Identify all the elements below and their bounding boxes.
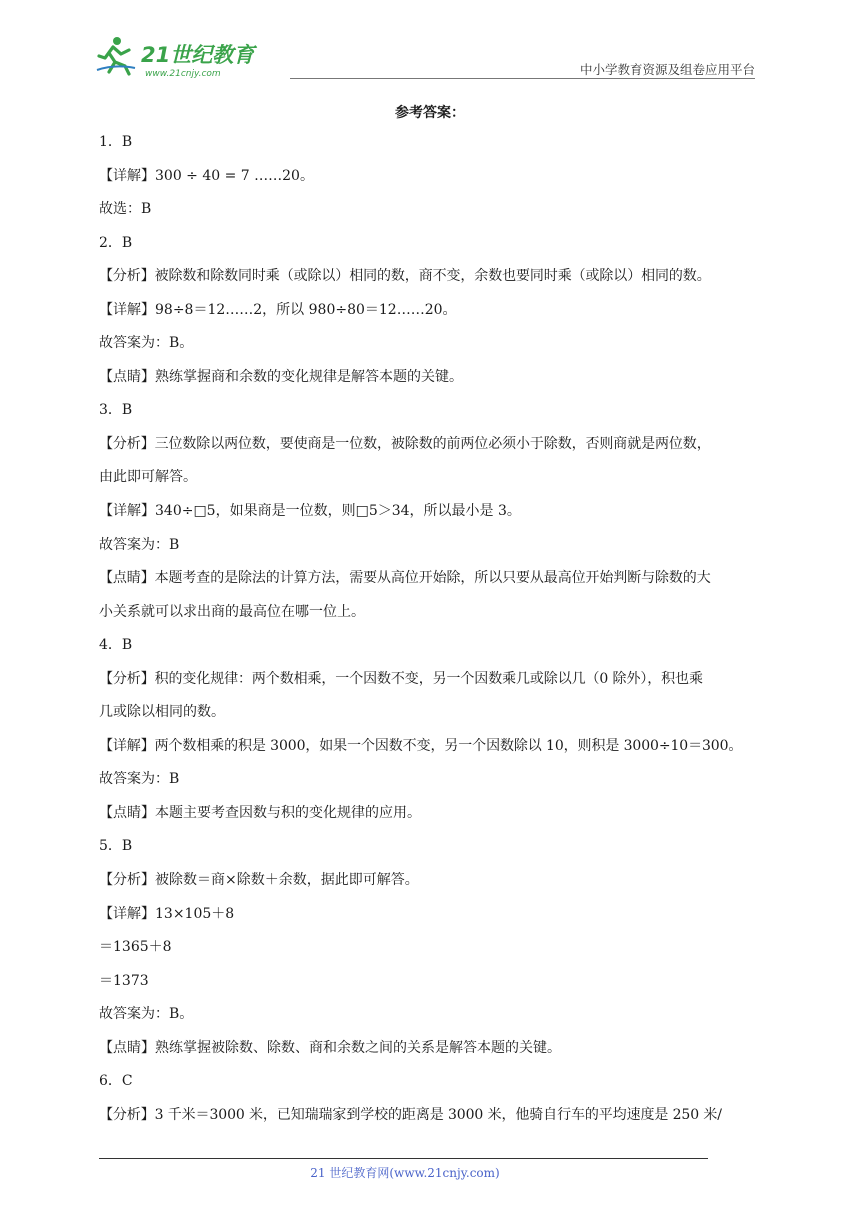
answer-content [99, 126, 763, 1132]
text-line: 【分析】积的变化规律：两个数相乘，一个因数不变，另一个因数乘几或除以几（0 除外），积也乘 [99, 670, 703, 687]
text-line: 【详解】98÷8＝12……2，所以 980÷80＝12……20。 [99, 301, 457, 318]
footer-divider [99, 1158, 708, 1159]
text-line: 【详解】两个数相乘的积是 3000，如果一个因数不变，另一个因数除以 10，则积是 3000÷10＝300。 [99, 737, 743, 754]
text-line: 故答案为：B [99, 771, 180, 788]
text-line: 3．B [99, 402, 133, 419]
text-line: 【分析】3 千米＝3000 米，已知瑞瑞家到学校的距离是 3000 米，他骑自行车的平均速度是 250 米/ [99, 1106, 722, 1123]
text-line: 4．B [99, 637, 133, 654]
text-line: 故选：B [99, 201, 152, 218]
text-line: 2．B [99, 234, 133, 251]
logo-url: www.21cnjy.com [145, 69, 221, 78]
text-line: 【详解】300 ÷ 40 = 7 ……20。 [99, 167, 314, 184]
text-line: 【详解】340÷□5，如果商是一位数，则□5＞34，所以最小是 3。 [99, 503, 521, 520]
page-header [95, 30, 755, 78]
text-line: 6．C [99, 1073, 133, 1090]
header-divider [290, 78, 755, 79]
text-line: 【点睛】熟练掌握被除数、除数、商和余数之间的关系是解答本题的关键。 [99, 1039, 561, 1056]
text-line: 由此即可解答。 [99, 469, 197, 486]
footer-source: 21 世纪教育网(www.21cnjy.com) [310, 1166, 500, 1180]
text-line: 故答案为：B。 [99, 1006, 194, 1023]
text-line: 几或除以相同的数。 [99, 704, 225, 721]
text-line: 5．B [99, 838, 133, 855]
text-line: 1．B [99, 134, 133, 150]
page-title: 参考答案： [395, 105, 465, 121]
text-line: 【点睛】本题主要考查因数与积的变化规律的应用。 [99, 804, 421, 821]
text-line: 【点睛】熟练掌握商和余数的变化规律是解答本题的关键。 [99, 368, 463, 385]
text-line: 【分析】被除数＝商×除数＋余数，据此即可解答。 [99, 872, 419, 889]
logo-wordmark: 21世纪教育 [141, 43, 255, 67]
text-line: 【分析】三位数除以两位数，要使商是一位数，被除数的前两位必须小于除数，否则商就是两位数， [99, 435, 711, 452]
text-line: 故答案为：B。 [99, 335, 194, 352]
text-line: ＝1365＋8 [99, 939, 172, 956]
text-line: 故答案为：B [99, 536, 180, 553]
platform-name: 中小学教育资源及组卷应用平台 [579, 62, 755, 77]
text-line: 【分析】被除数和除数同时乘（或除以）相同的数，商不变，余数也要同时乘（或除以）相同的数。 [99, 268, 711, 285]
text-line: 【详解】13×105＋8 [99, 905, 235, 922]
text-line: ＝1373 [99, 972, 149, 989]
text-line: 小关系就可以求出商的最高位在哪一位上。 [99, 603, 365, 620]
text-line: 【点睛】本题考查的是除法的计算方法，需要从高位开始除，所以只要从最高位开始判断与除数的大 [99, 570, 711, 587]
logo [95, 34, 265, 78]
